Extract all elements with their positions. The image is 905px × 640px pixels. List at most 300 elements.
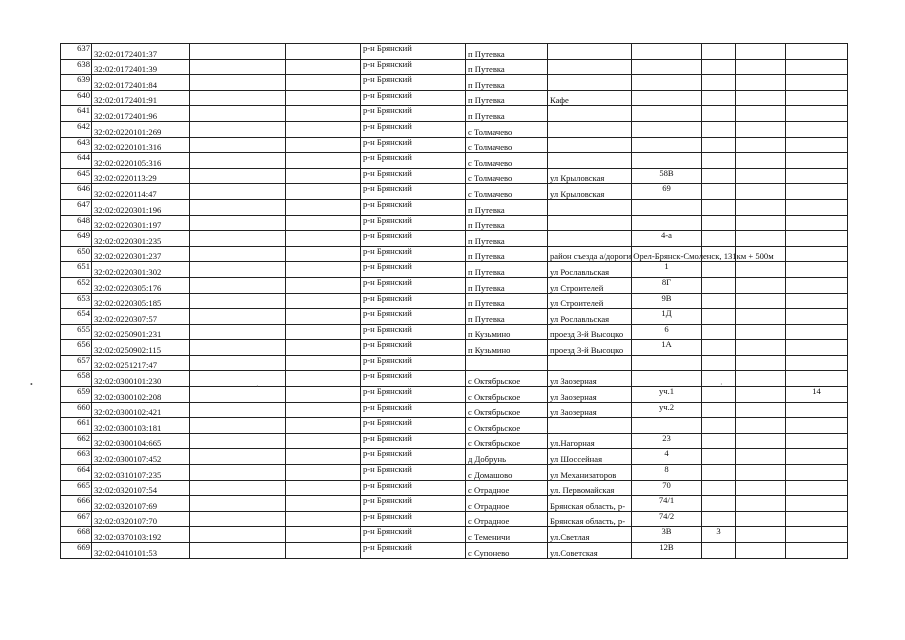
table-row: [61, 44, 848, 60]
extra-cell: [702, 371, 736, 387]
cadastral-number: 32:02:0310107:235: [92, 465, 190, 481]
extra-cell: [702, 231, 736, 247]
street-text: район съезда а/дороги Орел-Брянск-Смоленск, 131км + 500м: [550, 251, 774, 262]
street-cell: ул Строителей: [548, 293, 632, 309]
empty-cell: [286, 293, 361, 309]
empty-cell: [190, 387, 286, 403]
table-row: [61, 543, 848, 559]
cadastral-number: 32:02:0172401:96: [92, 106, 190, 122]
street-cell: Брянская область, р-: [548, 496, 632, 512]
row-number: 666: [61, 496, 92, 512]
cadastral-number: 32:02:0220307:57: [92, 309, 190, 325]
extra-cell: [736, 340, 786, 356]
extra-cell: [786, 121, 848, 137]
house-cell: [632, 121, 702, 137]
row-number: 647: [61, 199, 92, 215]
extra-cell: [786, 293, 848, 309]
district-cell: р-н Брянский: [361, 75, 466, 91]
table-row: [61, 480, 848, 496]
cadastral-number: 32:02:0320107:54: [92, 480, 190, 496]
extra-cell: [736, 199, 786, 215]
extra-cell: [736, 168, 786, 184]
extra-cell: [702, 418, 736, 434]
locality-cell: п Путевка: [466, 277, 548, 293]
street-cell: проезд 3-й Высоцко: [548, 340, 632, 356]
extra-cell: [702, 121, 736, 137]
extra-cell: [786, 371, 848, 387]
extra-cell: [786, 262, 848, 278]
empty-cell: [190, 496, 286, 512]
empty-cell: [190, 511, 286, 527]
cadastral-number: 32:02:0320107:69: [92, 496, 190, 512]
locality-cell: п Путевка: [466, 262, 548, 278]
house-cell: уч.2: [632, 402, 702, 418]
district-cell: р-н Брянский: [361, 277, 466, 293]
district-cell: р-н Брянский: [361, 106, 466, 122]
empty-cell: [190, 293, 286, 309]
empty-cell: [286, 246, 361, 262]
extra-cell: [736, 153, 786, 169]
table-row: [61, 137, 848, 153]
table-row: [61, 168, 848, 184]
locality-cell: п Путевка: [466, 44, 548, 60]
house-cell: 74/1: [632, 496, 702, 512]
extra-cell: [786, 309, 848, 325]
empty-cell: [190, 262, 286, 278]
house-cell: 23: [632, 433, 702, 449]
district-cell: р-н Брянский: [361, 511, 466, 527]
empty-cell: [190, 90, 286, 106]
empty-cell: [190, 418, 286, 434]
extra-cell: 14: [786, 387, 848, 403]
scan-speck: ·: [720, 380, 723, 389]
row-number: 658: [61, 371, 92, 387]
cadastral-number: 32:02:0300104:665: [92, 433, 190, 449]
row-number: 642: [61, 121, 92, 137]
locality-cell: с Октябрьское: [466, 371, 548, 387]
extra-cell: [736, 496, 786, 512]
extra-cell: [702, 340, 736, 356]
street-cell: ул.Светлая: [548, 527, 632, 543]
extra-cell: [786, 465, 848, 481]
cadastral-register-table: [60, 43, 848, 559]
table-row: [61, 324, 848, 340]
extra-cell: [786, 59, 848, 75]
empty-cell: [286, 355, 361, 371]
row-number: 661: [61, 418, 92, 434]
district-cell: р-н Брянский: [361, 231, 466, 247]
locality-cell: с Октябрьское: [466, 387, 548, 403]
house-cell: [632, 90, 702, 106]
extra-cell: [736, 121, 786, 137]
street-cell: [548, 355, 632, 371]
district-cell: р-н Брянский: [361, 480, 466, 496]
row-number: 665: [61, 480, 92, 496]
district-cell: р-н Брянский: [361, 262, 466, 278]
extra-cell: [736, 184, 786, 200]
locality-cell: с Толмачево: [466, 121, 548, 137]
extra-cell: [786, 340, 848, 356]
empty-cell: [286, 340, 361, 356]
extra-cell: [702, 215, 736, 231]
cadastral-number: 32:02:0300107:452: [92, 449, 190, 465]
street-cell: [548, 106, 632, 122]
row-number: 643: [61, 137, 92, 153]
extra-cell: [786, 106, 848, 122]
locality-cell: п Путевка: [466, 231, 548, 247]
extra-cell: [736, 106, 786, 122]
district-cell: р-н Брянский: [361, 527, 466, 543]
row-number: 639: [61, 75, 92, 91]
empty-cell: [286, 371, 361, 387]
extra-cell: [736, 355, 786, 371]
empty-cell: [286, 511, 361, 527]
empty-cell: [286, 480, 361, 496]
empty-cell: [190, 168, 286, 184]
empty-cell: [286, 465, 361, 481]
street-cell: [548, 199, 632, 215]
empty-cell: [286, 309, 361, 325]
house-cell: 1: [632, 262, 702, 278]
empty-cell: [286, 277, 361, 293]
extra-cell: [702, 59, 736, 75]
street-cell: [548, 44, 632, 60]
empty-cell: [286, 121, 361, 137]
empty-cell: [286, 387, 361, 403]
house-cell: [632, 215, 702, 231]
district-cell: р-н Брянский: [361, 465, 466, 481]
table-row: [61, 262, 848, 278]
table-row: [61, 215, 848, 231]
row-number: 655: [61, 324, 92, 340]
row-number: 638: [61, 59, 92, 75]
locality-cell: с Отрадное: [466, 480, 548, 496]
extra-cell: [736, 277, 786, 293]
row-number: 648: [61, 215, 92, 231]
street-cell: ул Механизаторов: [548, 465, 632, 481]
cadastral-number: 32:02:0172401:84: [92, 75, 190, 91]
table-row: [61, 402, 848, 418]
extra-cell: [702, 199, 736, 215]
cadastral-number: 32:02:0320107:70: [92, 511, 190, 527]
row-number: 656: [61, 340, 92, 356]
extra-cell: [702, 153, 736, 169]
house-cell: [632, 59, 702, 75]
row-number: 646: [61, 184, 92, 200]
house-cell: 3В: [632, 527, 702, 543]
empty-cell: [190, 527, 286, 543]
cadastral-number: 32:02:0172401:91: [92, 90, 190, 106]
cadastral-number: 32:02:0220301:235: [92, 231, 190, 247]
extra-cell: [786, 75, 848, 91]
row-number: 654: [61, 309, 92, 325]
district-cell: р-н Брянский: [361, 121, 466, 137]
house-cell: [632, 355, 702, 371]
cadastral-number: 32:02:0220101:316: [92, 137, 190, 153]
table-row: [61, 90, 848, 106]
locality-cell: п Кузьмино: [466, 324, 548, 340]
district-cell: р-н Брянский: [361, 340, 466, 356]
extra-cell: [786, 324, 848, 340]
extra-cell: [786, 246, 848, 262]
cadastral-number: 32:02:0172401:37: [92, 44, 190, 60]
locality-cell: с Отрадное: [466, 511, 548, 527]
empty-cell: [190, 121, 286, 137]
row-number: 657: [61, 355, 92, 371]
empty-cell: [286, 527, 361, 543]
extra-cell: [786, 199, 848, 215]
locality-cell: п Путевка: [466, 106, 548, 122]
street-cell: ул Крыловская: [548, 168, 632, 184]
empty-cell: [190, 465, 286, 481]
empty-cell: [286, 231, 361, 247]
cadastral-number: 32:02:0370103:192: [92, 527, 190, 543]
empty-cell: [190, 199, 286, 215]
street-cell: [548, 153, 632, 169]
house-cell: [632, 75, 702, 91]
extra-cell: [786, 137, 848, 153]
locality-cell: с Октябрьское: [466, 418, 548, 434]
table-body: [61, 44, 848, 559]
cadastral-number: 32:02:0220105:316: [92, 153, 190, 169]
district-cell: р-н Брянский: [361, 324, 466, 340]
locality-cell: [466, 355, 548, 371]
empty-cell: [286, 324, 361, 340]
street-cell: ул Рославльская: [548, 309, 632, 325]
empty-cell: [190, 433, 286, 449]
extra-cell: [736, 465, 786, 481]
street-cell: [548, 418, 632, 434]
district-cell: р-н Брянский: [361, 59, 466, 75]
cadastral-number: 32:02:0300102:421: [92, 402, 190, 418]
locality-cell: с Октябрьское: [466, 433, 548, 449]
empty-cell: [286, 184, 361, 200]
cadastral-number: 32:02:0220113:29: [92, 168, 190, 184]
extra-cell: [736, 215, 786, 231]
house-cell: 8: [632, 465, 702, 481]
table-row: [61, 449, 848, 465]
extra-cell: [786, 231, 848, 247]
locality-cell: п Путевка: [466, 309, 548, 325]
extra-cell: [786, 543, 848, 559]
district-cell: р-н Брянский: [361, 199, 466, 215]
extra-cell: [702, 293, 736, 309]
locality-cell: с Отрадное: [466, 496, 548, 512]
empty-cell: [190, 309, 286, 325]
district-cell: р-н Брянский: [361, 371, 466, 387]
empty-cell: [286, 75, 361, 91]
street-cell: [548, 137, 632, 153]
empty-cell: [286, 496, 361, 512]
cadastral-number: 32:02:0300103:181: [92, 418, 190, 434]
table-row: [61, 511, 848, 527]
locality-cell: п Путевка: [466, 215, 548, 231]
cadastral-number: 32:02:0220301:196: [92, 199, 190, 215]
house-cell: [632, 199, 702, 215]
street-cell: [548, 215, 632, 231]
district-cell: р-н Брянский: [361, 433, 466, 449]
table-row: [61, 496, 848, 512]
empty-cell: [286, 153, 361, 169]
row-number: 649: [61, 231, 92, 247]
extra-cell: [702, 90, 736, 106]
empty-cell: [286, 137, 361, 153]
district-cell: р-н Брянский: [361, 293, 466, 309]
street-cell: ул. Первомайская: [548, 480, 632, 496]
extra-cell: [702, 480, 736, 496]
empty-cell: [190, 324, 286, 340]
extra-cell: [736, 418, 786, 434]
row-number: 640: [61, 90, 92, 106]
extra-cell: [786, 480, 848, 496]
district-cell: р-н Брянский: [361, 168, 466, 184]
extra-cell: [786, 496, 848, 512]
table-row: [61, 387, 848, 403]
empty-cell: [286, 543, 361, 559]
table-row: [61, 106, 848, 122]
cadastral-number: 32:02:0300101:230: [92, 371, 190, 387]
extra-cell: [702, 355, 736, 371]
house-cell: 58В: [632, 168, 702, 184]
row-number: 651: [61, 262, 92, 278]
extra-cell: [702, 44, 736, 60]
extra-cell: [736, 75, 786, 91]
street-cell: ул Крыловская: [548, 184, 632, 200]
locality-cell: п Путевка: [466, 246, 548, 262]
empty-cell: [286, 433, 361, 449]
street-cell: Кафе: [548, 90, 632, 106]
row-number: 668: [61, 527, 92, 543]
street-cell: [548, 59, 632, 75]
scan-speck: •: [30, 380, 33, 389]
extra-cell: [786, 168, 848, 184]
empty-cell: [286, 59, 361, 75]
street-cell: ул Строителей: [548, 277, 632, 293]
district-cell: р-н Брянский: [361, 418, 466, 434]
extra-cell: [736, 324, 786, 340]
extra-cell: [786, 44, 848, 60]
empty-cell: [190, 106, 286, 122]
empty-cell: [190, 59, 286, 75]
row-number: 669: [61, 543, 92, 559]
table-row: [61, 59, 848, 75]
extra-cell: [736, 90, 786, 106]
extra-cell: [702, 309, 736, 325]
cadastral-number: 32:02:0220114:47: [92, 184, 190, 200]
extra-cell: [736, 309, 786, 325]
extra-cell: [702, 137, 736, 153]
house-cell: 8Г: [632, 277, 702, 293]
district-cell: р-н Брянский: [361, 449, 466, 465]
empty-cell: [190, 137, 286, 153]
extra-cell: [786, 355, 848, 371]
district-cell: р-н Брянский: [361, 137, 466, 153]
empty-cell: [190, 402, 286, 418]
district-cell: р-н Брянский: [361, 387, 466, 403]
street-cell: [548, 121, 632, 137]
extra-cell: [736, 480, 786, 496]
locality-cell: с Толмачево: [466, 153, 548, 169]
extra-cell: [786, 402, 848, 418]
locality-cell: с Супонево: [466, 543, 548, 559]
extra-cell: [736, 371, 786, 387]
extra-cell: [702, 543, 736, 559]
house-cell: [632, 418, 702, 434]
house-cell: 9В: [632, 293, 702, 309]
extra-cell: [702, 324, 736, 340]
district-cell: р-н Брянский: [361, 355, 466, 371]
extra-cell: [786, 511, 848, 527]
extra-cell: [702, 511, 736, 527]
extra-cell: [786, 153, 848, 169]
house-cell: 74/2: [632, 511, 702, 527]
empty-cell: [190, 340, 286, 356]
street-cell: ул Заозерная: [548, 387, 632, 403]
house-cell: 12В: [632, 543, 702, 559]
district-cell: р-н Брянский: [361, 153, 466, 169]
empty-cell: [190, 246, 286, 262]
row-number: 667: [61, 511, 92, 527]
house-cell: [632, 137, 702, 153]
house-cell: [632, 153, 702, 169]
district-cell: р-н Брянский: [361, 246, 466, 262]
extra-cell: [736, 59, 786, 75]
extra-cell: [702, 277, 736, 293]
cadastral-number: 32:02:0300102:208: [92, 387, 190, 403]
cadastral-number: 32:02:0251217:47: [92, 355, 190, 371]
street-cell: ул Заозерная: [548, 371, 632, 387]
extra-cell: [736, 44, 786, 60]
house-cell: 69: [632, 184, 702, 200]
extra-cell: [702, 449, 736, 465]
district-cell: р-н Брянский: [361, 309, 466, 325]
row-number: 645: [61, 168, 92, 184]
row-number: 641: [61, 106, 92, 122]
empty-cell: [190, 449, 286, 465]
house-cell: 70: [632, 480, 702, 496]
empty-cell: [286, 106, 361, 122]
table-row: [61, 465, 848, 481]
district-cell: р-н Брянский: [361, 496, 466, 512]
table-row: [61, 231, 848, 247]
table-row: [61, 199, 848, 215]
row-number: 660: [61, 402, 92, 418]
extra-cell: [702, 496, 736, 512]
empty-cell: [190, 153, 286, 169]
table-row: [61, 121, 848, 137]
empty-cell: [286, 199, 361, 215]
cadastral-number: 32:02:0220101:269: [92, 121, 190, 137]
street-cell: ул.Советская: [548, 543, 632, 559]
row-number: 650: [61, 246, 92, 262]
locality-cell: с Толмачево: [466, 168, 548, 184]
extra-cell: [702, 75, 736, 91]
house-cell: 1Д: [632, 309, 702, 325]
extra-cell: [786, 277, 848, 293]
extra-cell: [736, 511, 786, 527]
extra-cell: [736, 449, 786, 465]
table-row: [61, 433, 848, 449]
extra-cell: [786, 433, 848, 449]
empty-cell: [190, 371, 286, 387]
cadastral-number: 32:02:0250901:231: [92, 324, 190, 340]
extra-cell: [736, 402, 786, 418]
empty-cell: [286, 418, 361, 434]
extra-cell: 3: [702, 527, 736, 543]
locality-cell: с Толмачево: [466, 184, 548, 200]
extra-cell: [736, 543, 786, 559]
scan-speck: ·: [256, 382, 259, 391]
